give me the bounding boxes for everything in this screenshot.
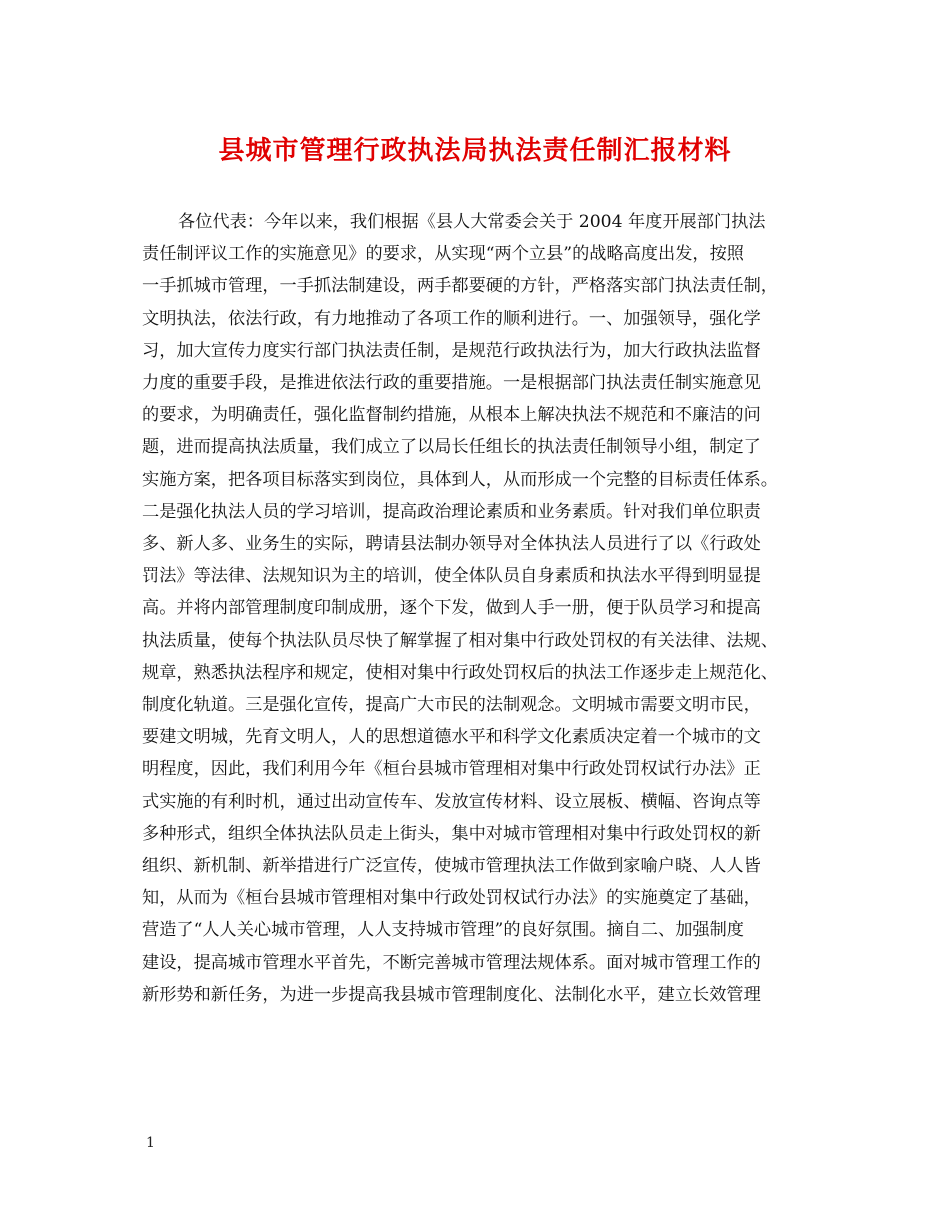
text-line: 罚法》等法律、法规知识为主的培训，使全体队员自身素质和执法水平得到明显提	[142, 566, 761, 587]
text-line: 式实施的有利时机，通过出动宣传车、发放宣传材料、设立展板、横幅、咨询点等	[142, 791, 761, 812]
text-line: 力度的重要手段，是推进依法行政的重要措施。一是根据部门执法责任制实施意见	[142, 373, 761, 394]
text-line: 习，加大宣传力度实行部门执法责任制，是规范行政执法行为，加大行政执法监督	[142, 340, 761, 361]
text-line: 的要求，为明确责任，强化监督制约措施，从根本上解决执法不规范和不廉洁的问	[142, 405, 761, 426]
text-line: 二是强化执法人员的学习培训，提高政治理论素质和业务素质。针对我们单位职责	[142, 501, 761, 522]
text-line: 一手抓城市管理，一手抓法制建设，两手都要硬的方针，严格落实部门执法责任制，	[142, 276, 778, 297]
text-line: 建设，提高城市管理水平首先，不断完善城市管理法规体系。面对城市管理工作的	[142, 952, 761, 973]
text-line: 执法质量，使每个执法队员尽快了解掌握了相对集中行政处罚权的有关法律、法规、	[142, 630, 778, 651]
text-line: 实施方案，把各项目标落实到岗位，具体到人，从而形成一个完整的目标责任体系。	[142, 469, 778, 490]
text-line: 文明执法，依法行政，有力地推动了各项工作的顺利进行。一、加强领导，强化学	[142, 308, 761, 329]
text-line: 营造了“人人关心城市管理，人人支持城市管理”的良好氛围。摘自二、加强制度	[142, 920, 744, 941]
text-line: 新形势和新任务，为进一步提高我县城市管理制度化、法制化水平，建立长效管理	[142, 984, 761, 1005]
text-line: 各位代表：今年以来，我们根据《县人大常委会关于 2004 年度开展部门执法	[178, 212, 766, 232]
text-line: 明程度，因此，我们利用今年《桓台县城市管理相对集中行政处罚权试行办法》正	[142, 759, 761, 780]
text-line: 高。并将内部管理制度印制成册，逐个下发，做到人手一册，便于队员学习和提高	[142, 598, 761, 619]
text-line: 要建文明城，先育文明人，人的思想道德水平和科学文化素质决定着一个城市的文	[142, 727, 761, 748]
page-number: 1	[146, 1135, 155, 1151]
document-body	[142, 206, 822, 1011]
text-line: 多种形式，组织全体执法队员走上街头，集中对城市管理相对集中行政处罚权的新	[142, 823, 761, 844]
text-line: 知，从而为《桓台县城市管理相对集中行政处罚权试行办法》的实施奠定了基础，	[142, 888, 761, 909]
text-line: 规章，熟悉执法程序和规定，使相对集中行政处罚权后的执法工作逐步走上规范化、	[142, 662, 778, 683]
text-line: 制度化轨道。三是强化宣传，提高广大市民的法制观念。文明城市需要文明市民，	[142, 695, 761, 716]
page-title: 县城市管理行政执法局执法责任制汇报材料	[218, 136, 732, 166]
text-line: 题，进而提高执法质量，我们成立了以局长任组长的执法责任制领导小组，制定了	[142, 437, 761, 458]
text-line: 多、新人多、业务生的实际，聘请县法制办领导对全体执法人员进行了以《行政处	[142, 534, 761, 555]
text-line: 责任制评议工作的实施意见》的要求，从实现“两个立县”的战略高度出发，按照	[142, 244, 744, 265]
text-line: 组织、新机制、新举措进行广泛宣传，使城市管理执法工作做到家喻户晓、人人皆	[142, 856, 761, 877]
